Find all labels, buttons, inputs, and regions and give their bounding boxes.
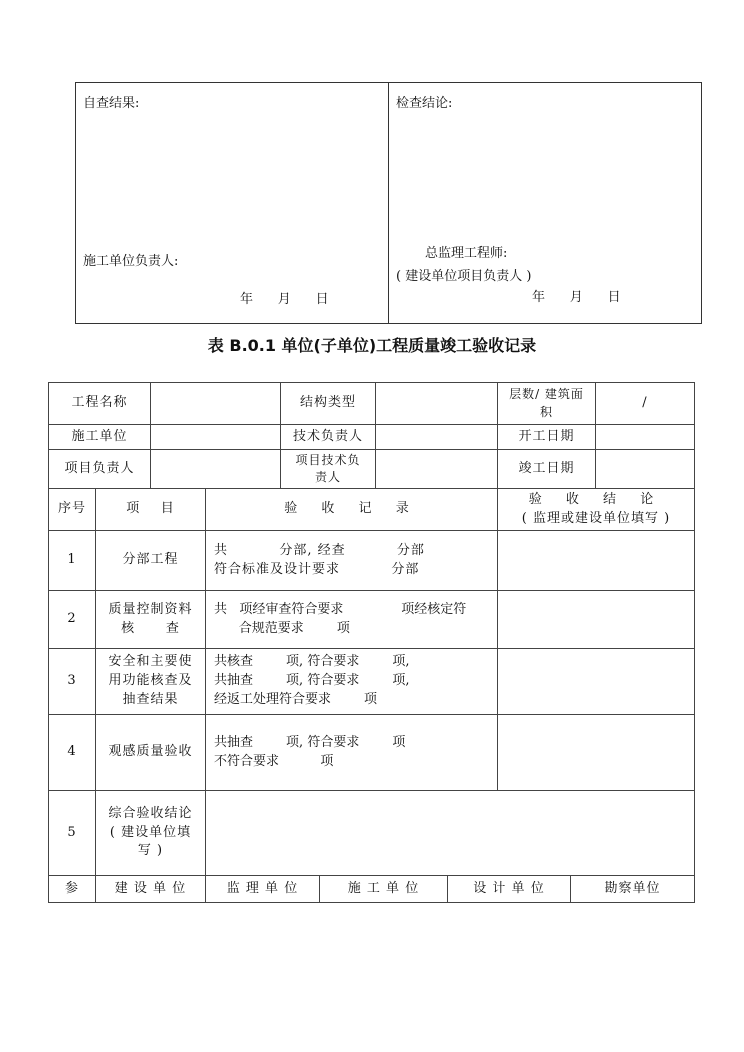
participants-label: 参 [48, 875, 96, 903]
row-4-item: 观感质量验收 [95, 714, 206, 791]
row-4-record: 共抽查 项, 符合要求 项 不符合要求 项 [205, 714, 498, 791]
header-conclusion-title: 验 收 结 论 [528, 491, 664, 507]
header-conclusion [497, 488, 695, 531]
label-structure-type: 结构类型 [280, 382, 376, 425]
row-4-conclusion[interactable] [497, 714, 695, 791]
owner-lead-label: ( 建设单位项目负责人 ) [396, 269, 532, 284]
label-project-name: 工程名称 [48, 382, 151, 425]
field-project-tech-lead[interactable] [375, 449, 498, 489]
row-1-seq: 1 [48, 530, 96, 591]
label-tech-lead: 技术负责人 [280, 424, 376, 450]
label-start-date: 开工日期 [497, 424, 596, 450]
field-start-date[interactable] [595, 424, 695, 450]
row-1-conclusion[interactable] [497, 530, 695, 591]
participant-supervisor: 监 理 单 位 [205, 875, 320, 903]
row-5-item: 综合验收结论 ( 建设单位填 写 ) [95, 790, 206, 876]
date-left: 年 月 日 [240, 292, 329, 307]
row-3-conclusion[interactable] [497, 648, 695, 715]
row-1-record: 共 分部, 经查 分部 符合标准及设计要求 分部 [205, 530, 498, 591]
row-3-item: 安全和主要使 用功能核查及 抽查结果 [95, 648, 206, 715]
self-check-label: 自查结果: [83, 96, 140, 111]
field-project-name[interactable] [150, 382, 281, 425]
participant-surveyor: 勘察单位 [570, 875, 695, 903]
label-project-lead: 项目负责人 [48, 449, 151, 489]
participant-contractor: 施 工 单 位 [319, 875, 448, 903]
row-5-record[interactable] [205, 790, 695, 876]
participant-designer: 设 计 单 位 [447, 875, 571, 903]
row-2-record: 共 项经审查符合要求 项经核定符 合规范要求 项 [205, 590, 498, 649]
row-5-seq: 5 [48, 790, 96, 876]
participant-owner: 建 设 单 位 [95, 875, 206, 903]
header-conclusion-note: ( 监理或建设单位填写 ) [521, 510, 671, 526]
date-right: 年 月 日 [532, 290, 621, 305]
row-3-seq: 3 [48, 648, 96, 715]
row-2-item: 质量控制资料 核 查 [95, 590, 206, 649]
label-floors-area: 层数/ 建筑面积 [497, 382, 596, 425]
row-1-item: 分部工程 [95, 530, 206, 591]
field-floors-area[interactable]: / [595, 382, 695, 425]
row-3-record: 共核查 项, 符合要求 项, 共抽查 项, 符合要求 项, 经返工处理符合要求 项 [205, 648, 498, 715]
contractor-lead-label: 施工单位负责人: [83, 254, 179, 269]
header-record: 验 收 记 录 [205, 488, 498, 531]
label-contractor: 施工单位 [48, 424, 151, 450]
field-contractor[interactable] [150, 424, 281, 450]
label-completion-date: 竣工日期 [497, 449, 596, 489]
inspection-label: 检查结论: [396, 96, 453, 111]
divider [388, 82, 389, 324]
page-title: 表 B.0.1 单位(子单位)工程质量竣工验收记录 [207, 336, 537, 355]
field-project-lead[interactable] [150, 449, 281, 489]
field-structure-type[interactable] [375, 382, 498, 425]
header-item: 项 目 [95, 488, 206, 531]
row-4-seq: 4 [48, 714, 96, 791]
chief-engineer-label: 总监理工程师: [425, 246, 508, 261]
label-project-tech-lead: 项目技术负责人 [280, 449, 376, 489]
header-seq: 序号 [48, 488, 96, 531]
row-2-seq: 2 [48, 590, 96, 649]
field-tech-lead[interactable] [375, 424, 498, 450]
field-completion-date[interactable] [595, 449, 695, 489]
row-2-conclusion[interactable] [497, 590, 695, 649]
